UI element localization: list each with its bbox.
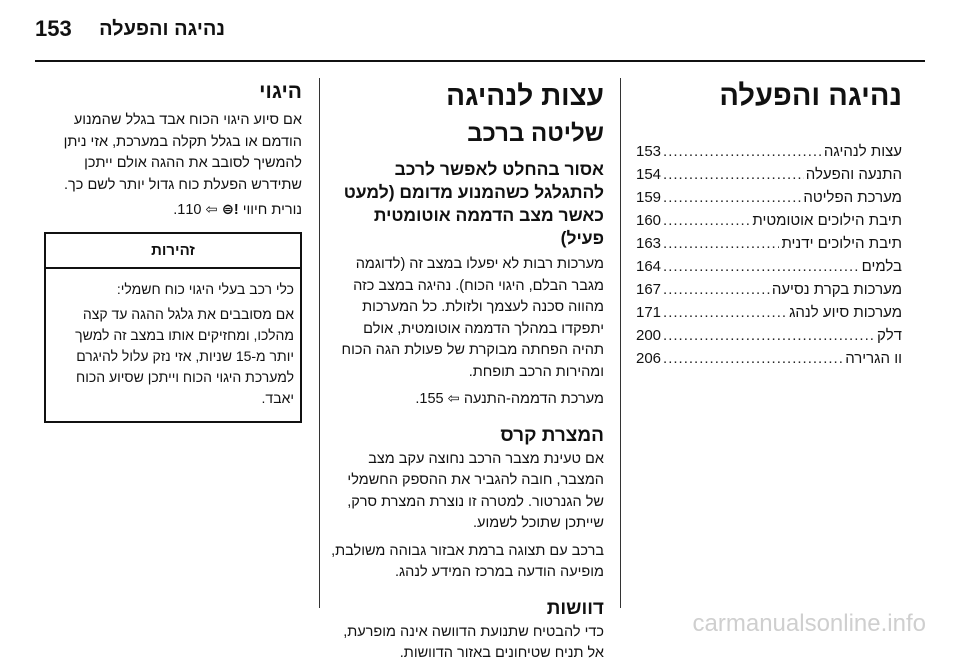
toc-item[interactable]	[636, 189, 902, 212]
autostop-reference: מערכת הדממה-התנעה ⇦ 155.	[415, 391, 604, 407]
steering-paragraph: אם סיוע היגוי הכוח אבד בגלל שהמנוע הודמם או בגלל תקלה במערכת, אזי ניתן להמשיך לסובב את ההגה אולם ייתכן שתידרש הפעלת כוח גדול יותר לשם כך.	[63, 112, 302, 193]
caution-body	[46, 269, 300, 421]
toc-item-label: תיבת הילוכים ידנית	[781, 235, 902, 252]
indicator-reference-text: נורית חיווי	[242, 202, 302, 218]
arrow-left-icon: ⇦	[447, 391, 460, 407]
coasting-paragraph: מערכות רבות לא יפעלו במצב זה (לדוגמה מגבר הבלם, היגוי הכוח). נהיגה במצב כזה מהווה סכנה לעצמך ולזולת. כל המערכות יתפקדו במהלך הדממה אוטומטית, אולם תהיה הפחתה מבוקרת של פעולת הגה הכוח ומהירות הרכב תופחת.	[341, 256, 604, 380]
toc-item-page: 200	[636, 327, 662, 344]
toc-item-page: 154	[636, 166, 662, 183]
toc-title: נהיגה והפעלה	[719, 80, 902, 112]
toc-item[interactable]	[636, 350, 902, 373]
toc-leader-dots	[663, 350, 843, 367]
toc-item[interactable]	[636, 166, 902, 189]
toc-item[interactable]	[636, 281, 902, 304]
toc-item-page: 160	[636, 212, 662, 229]
arrow-left-icon: ⇦	[205, 202, 218, 218]
toc-item-label: התנעה והפעלה	[805, 166, 902, 183]
idle-speed-heading: המצרת קרס	[500, 424, 604, 446]
header-rule	[35, 60, 925, 62]
left-column	[40, 80, 302, 423]
column-divider-left	[319, 78, 320, 608]
toc-item-label: דלק	[877, 327, 902, 344]
autostop-reference-page: 155	[419, 391, 444, 407]
page-number: 153	[35, 16, 72, 41]
toc-item-page: 163	[636, 235, 662, 252]
toc-item-page: 167	[636, 281, 662, 298]
indicator-reference-page: 110	[177, 202, 202, 218]
toc-list	[636, 143, 902, 373]
toc-item-page: 206	[636, 350, 662, 367]
toc-item-label: וו הגרירה	[845, 350, 902, 367]
caution-box	[44, 232, 302, 423]
steering-title: היגוי	[259, 80, 302, 103]
toc-item[interactable]	[636, 258, 902, 281]
section-subtitle: שליטה ברכב	[467, 120, 604, 147]
toc-item-page: 171	[636, 304, 662, 321]
page-header-title: נהיגה והפעלה	[99, 18, 225, 40]
toc-item-page: 164	[636, 258, 662, 275]
pedals-heading: דוושות	[546, 597, 604, 619]
toc-item-label: עצות לנהיגה	[823, 143, 902, 160]
toc-item-label: מערכות סיוע לנהג	[789, 304, 902, 321]
toc-leader-dots	[663, 189, 801, 206]
table-of-contents	[636, 80, 902, 373]
toc-item[interactable]	[636, 327, 902, 350]
toc-leader-dots	[663, 143, 822, 160]
toc-leader-dots	[663, 327, 875, 344]
column-divider-right	[620, 78, 621, 608]
toc-item[interactable]	[636, 212, 902, 235]
caution-paragraph-1: כלי רכב בעלי היגוי כוח חשמלי:	[116, 280, 294, 297]
toc-item[interactable]	[636, 235, 902, 258]
idle-speed-paragraph-2: ברכב עם תצוגה ברמת אבזור גבוהה משולבת, מופיעה הודעה במרכז המידע לנהג.	[331, 542, 604, 580]
toc-item-label: מערכות בקרת נסיעה	[771, 281, 902, 298]
toc-leader-dots	[663, 281, 770, 298]
toc-item-page: 159	[636, 189, 662, 206]
toc-leader-dots	[663, 166, 804, 183]
toc-item-label: תיבת הילוכים אוטומטית	[752, 212, 902, 229]
caution-heading: זהירות	[46, 234, 300, 269]
idle-speed-paragraph-1: אם טעינת מצבר הרכב נחוצה עקב מצב המצבר, חובה להגביר את ההספק החשמלי של הגנרטור. למטרה זו נוצרת המצרת סרק, שייתכן שתוכל לשמוע.	[347, 450, 604, 531]
toc-item-label: בלמים	[861, 258, 902, 275]
caution-paragraph-2: אם מסובבים את גלגל ההגה עד קצה מהלכו, ומחזיקים אותו במצב זה למשך יותר מ-15 שניות, אזי נזק עלול להיגרם למערכת היגוי הכוח וייתכן שסיוע הכוח יאבד.	[75, 305, 294, 406]
steering-warning-icon: !⊜	[221, 202, 239, 218]
section-title: עצות לנהיגה	[446, 80, 604, 111]
toc-leader-dots	[663, 235, 779, 252]
toc-item-page: 153	[636, 143, 662, 160]
toc-item[interactable]	[636, 304, 902, 327]
watermark: carmanualsonline.info	[692, 610, 926, 637]
toc-leader-dots	[663, 212, 750, 229]
coasting-heading: אסור בהחלט לאפשר לרכב להתגלגל כשהמנוע מדומם (למעט כאשר מצב הדממה אוטומטית פעיל)	[343, 159, 604, 248]
indicator-reference: נורית חיווי !⊜ ⇦ 110.	[40, 200, 302, 222]
toc-leader-dots	[663, 304, 787, 321]
middle-column	[330, 80, 604, 671]
toc-leader-dots	[663, 258, 860, 275]
autostop-reference-text: מערכת הדממה-התנעה	[463, 391, 604, 407]
toc-item-label: מערכת הפליטה	[803, 189, 902, 206]
toc-item[interactable]	[636, 143, 902, 166]
pedals-paragraph: כדי להבטיח שתנועת הדוושה אינה מופרעת, אל תניח שטיחונים באזור הדוושות.	[343, 623, 604, 661]
